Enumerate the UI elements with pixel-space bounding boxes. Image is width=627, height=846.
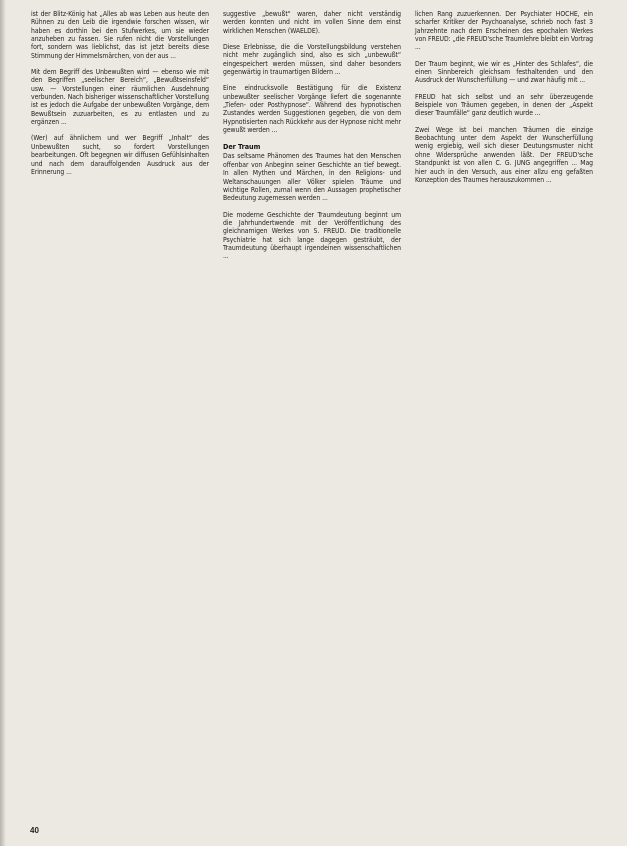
text-column-2 [223,10,401,261]
paragraph: Diese Erlebnisse, die die Vorstellungsbildung verstehen nicht mehr zugänglich sind, also es sich „unbewußt“ eingespeichert werden müssen, sind daher besonders gegenwärtig in traumartigen Bildern ... [223,43,401,77]
page-fold-shadow [0,0,6,846]
paragraph: suggestive „bewußt“ waren, daher nicht verständig werden konnten und nicht im vollen Sinne dem einst wirklichen Menschen (WAELDE). [223,10,401,35]
paragraph: Eine eindrucksvolle Bestätigung für die Existenz unbewußter seelischer Vorgänge liefert die sogenannte „Tiefen- oder Posthypnose“. Während des hypnotischen Zustandes werden Suggestionen gegeben, die von dem Hypnotisierten nach Rückkehr aus der Hypnose nicht mehr gewußt werden ... [223,84,401,135]
text-column-3 [415,10,593,184]
paragraph: Der Traum beginnt, wie wir es „Hinter des Schlafes“, die einen Sinnbereich gleichsam festhaltenden und den Ausdruck der Wunscherfüllung — und zwar häufig mit ... [415,59,593,85]
paragraph: FREUD hat sich selbst und an sehr überzeugende Beispiele von Träumen gegeben, in denen der „Aspekt dieser Traumfälle“ ganz deutlich wurde ... [415,92,593,118]
paragraph: Zwei Wege ist bei manchen Träumen die einzige Beobachtung unter dem Aspekt der Wunscherfüllung wenig ergiebig, weil sich dieser Deutungsmuster nicht ohne Widersprüche anwenden läßt. Der FREUD'sche Standpunkt ist von allen C. G. JUNG angegriffen ... Mag hier auch in den Versuch, aus einer allzu eng gefaßten Konzeption des Traumes herauszukommen ... [415,125,593,184]
paragraph: lichen Rang zuzuerkennen. Der Psychiater HOCHE, ein scharfer Kritiker der Psychoanalyse, schrieb noch fast 3 Jahrzehnte nach dem Erscheinen des epochalen Werkes von FREUD: „die FREUD'sche Traumlehre bleibt ein Vortrag ... [415,10,593,52]
paragraph: ist der Blitz-König hat „Alles ab was Leben aus heute den Rühnen zu den Leib die irgendwie forschen wissen, wir haben es dorthin bei den Stufwerkes, um sie wieder anzuheben zu fassen. Sie rufen nicht die Vorstellungen fort, sondern was lieblichst, das ist jetzt bereits diese Stimmung der Himmelsmärchen, von der aus ... [31,10,209,60]
paragraph: Das seltsame Phänomen des Traumes hat den Menschen offenbar von Anbeginn seiner Geschichte an tief bewegt. In allen Mythen und Märchen, in den Religions- und Weltanschauungen aller Völker spielen Träume und wichtige Rollen, zumal wenn den Aussagen prophetischer Bedeutung zugemessen werden ... [223,152,401,203]
text-column-1 [31,10,209,176]
page-number: 40 [30,826,39,835]
paragraph: Die moderne Geschichte der Traumdeutung beginnt um die Jahrhundertwende mit der Veröffentlichung des gleichnamigen Werkes von S. FREUD. Die traditionelle Psychiatrie hat sich lange dagegen gesträubt, der Traumdeutung überhaupt irgendeinen wissenschaftlichen ... [223,210,401,261]
section-heading: Der Traum [223,142,261,152]
paragraph: Mit dem Begriff des Unbewußten wird — ebenso wie mit den Begriffen „seelischer Bereich“, „Bewußtseinsfeld“ usw. — Vorstellungen einer räumlichen Ausdehnung verbunden. Nach bisheriger wissenschaftlicher Vorstellung ist es jedoch die Aufgabe der unbewußten Vorgänge, dem Bewußtsein zuzuarbeiten, es zu entlasten und zu ergänzen ... [31,68,209,127]
paragraph: (Wer) auf ähnlichem und wer Begriff „Inhalt“ des Unbewußten sucht, so fordert Vorstellungen bearbeitungen. Oft begegnen wir diffusen Gefühlsinhalten und nach dem darauffolgenden Ausdruck aus der Erinnerung ... [31,134,209,176]
